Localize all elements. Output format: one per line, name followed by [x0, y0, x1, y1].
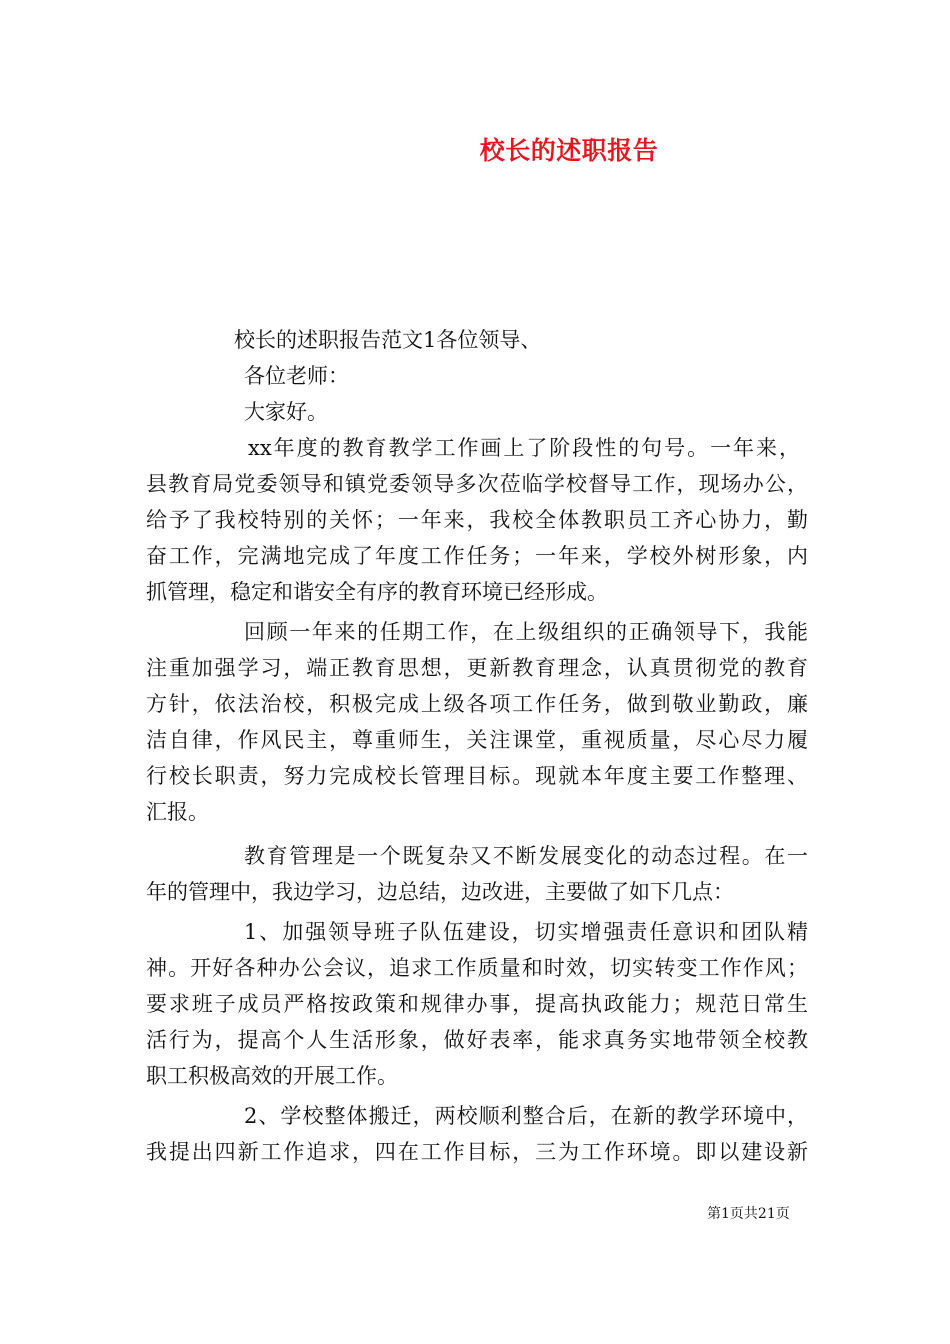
text-line: 教育管理是一个既复杂又不断发展变化的动态过程。在一	[244, 844, 808, 868]
text-line: 给予了我校特别的关怀；一年来，我校全体教职员工齐心协力，勤	[146, 508, 808, 532]
text-line: xx年度的教育教学工作画上了阶段性的句号。一年来，	[248, 436, 800, 460]
text-line: 校长的述职报告范文1各位领导、	[234, 328, 542, 352]
text-line: 神。开好各种办公会议，追求工作质量和时效，切实转变工作作风；	[146, 956, 808, 980]
text-line: 抓管理，稳定和谐安全有序的教育环境已经形成。	[146, 580, 608, 604]
text-line: 我提出四新工作追求，四在工作目标，三为工作环境。即以建设新	[146, 1140, 808, 1164]
page-number: 第1页共21页	[707, 1206, 790, 1222]
text-line: 各位老师：	[244, 364, 349, 388]
text-line: 汇报。	[146, 800, 209, 824]
text-line: 1、加强领导班子队伍建设，切实增强责任意识和团队精	[244, 920, 808, 944]
text-line: 活行为，提高个人生活形象，做好表率，能求真务实地带领全校教	[146, 1028, 808, 1052]
text-line: 回顾一年来的任期工作，在上级组织的正确领导下，我能	[244, 620, 808, 644]
text-line: 大家好。	[244, 400, 328, 424]
text-line: 县教育局党委领导和镇党委领导多次莅临学校督导工作，现场办公，	[146, 472, 808, 496]
text-line: 注重加强学习，端正教育思想，更新教育理念，认真贯彻党的教育	[146, 656, 808, 680]
text-line: 年的管理中，我边学习，边总结，边改进，主要做了如下几点：	[146, 880, 734, 904]
text-line: 职工积极高效的开展工作。	[146, 1064, 398, 1088]
text-line: 奋工作，完满地完成了年度工作任务；一年来，学校外树形象，内	[146, 544, 808, 568]
text-line: 行校长职责，努力完成校长管理目标。现就本年度主要工作整理、	[146, 764, 808, 788]
text-line: 方针，依法治校，积极完成上级各项工作任务，做到敬业勤政，廉	[146, 692, 808, 716]
text-line: 要求班子成员严格按政策和规律办事，提高执政能力；规范日常生	[146, 992, 808, 1016]
text-line: 洁自律，作风民主，尊重师生，关注课堂，重视质量，尽心尽力履	[146, 728, 808, 752]
document-title: 校长的述职报告	[479, 136, 659, 165]
text-line: 2、学校整体搬迁，两校顺利整合后，在新的教学环境中，	[244, 1104, 808, 1128]
